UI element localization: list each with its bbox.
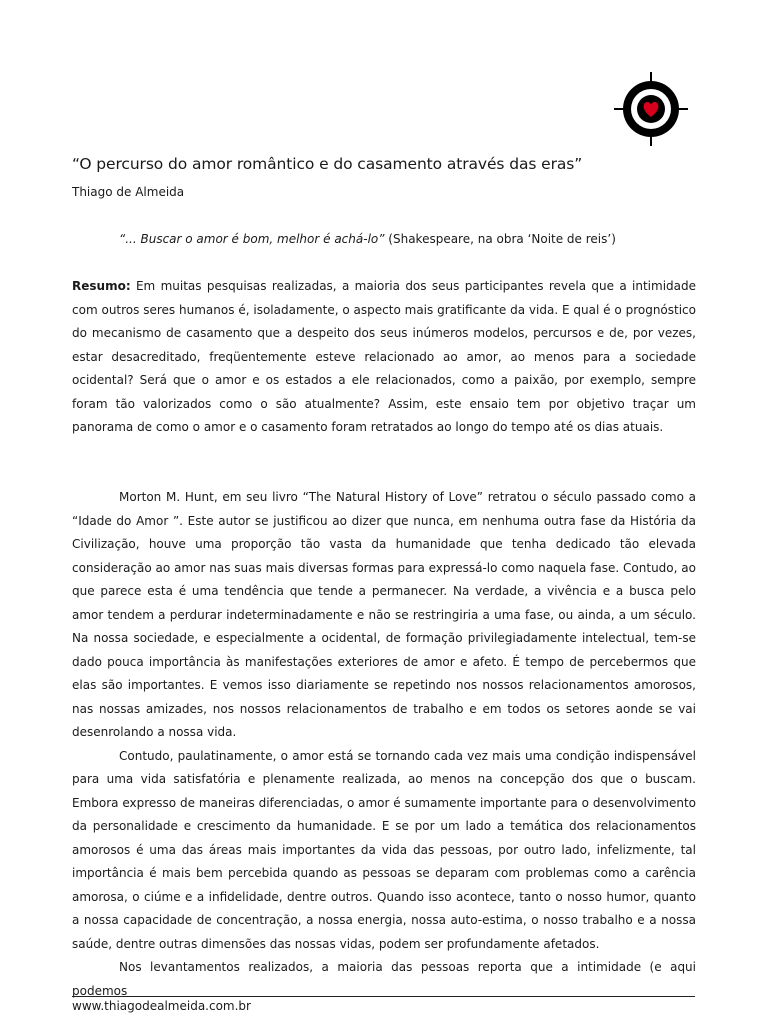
footer-url: www.thiagodealmeida.com.br — [72, 999, 251, 1013]
footer-divider — [72, 996, 695, 997]
body-paragraph-2: Contudo, paulatinamente, o amor está se tornando cada vez mais uma condição indispensável para uma vida satisfatória e plenamente realizada, ao menos na concepção dos que o buscam. Embora expresso de maneiras diferenciadas, o amor é sumamente importante para o desenvolvimento da personalidade e crescimento da humanidade. E se por um lado a temática dos relacionamentos amorosos é uma das áreas mais importantes da vida das pessoas, por outro lado, infelizmente, tal importância é mais bem percebida quando as pessoas se deparam com problemas como a carência amorosa, o ciúme e a infidelidade, dentre outros. Quando isso acontece, tanto o nosso humor, quanto a nossa capacidade de concentração, a nossa energia, nossa auto-estima, o nosso trabalho e a nossa saúde, dentre outras dimensões das nossas vidas, podem ser profundamente afetados. — [72, 748, 696, 951]
epigraph-source: (Shakespeare, na obra ‘Noite de reis’) — [384, 232, 616, 246]
epigraph-quote: “... Buscar o amor é bom, melhor é achá-lo” — [119, 232, 385, 246]
abstract-text: Em muitas pesquisas realizadas, a maioria dos seus participantes revela que a intimidade com outros seres humanos é, isoladamente, o aspecto mais gratificante da vida. E qual é o prognóstico do mecanismo de casamento que a despeito dos seus inúmeros modelos, percursos e de, por vezes, estar desacreditado, freqüentemente esteve relacionado ao amor, ao menos para a sociedade ocidental? Será que o amor e os estados a ele relacionados, como a paixão, por exemplo, sempre foram tão valorizados como o são atualmente? Assim, este ensaio tem por objetivo traçar um panorama de como o amor e o casamento foram retratados ao longo do tempo até os dias atuais. — [72, 279, 696, 434]
author-name: Thiago de Almeida — [72, 185, 185, 199]
target-heart-icon — [614, 72, 688, 146]
abstract — [72, 275, 696, 440]
epigraph — [119, 232, 616, 246]
body-text — [72, 486, 696, 1003]
body-paragraph-1: Morton M. Hunt, em seu livro “The Natural History of Love” retratou o século passado como a “Idade do Amor ”. Este autor se justificou ao dizer que nunca, em nenhuma outra fase da História da Civilização, houve uma proporção tão vasta da humanidade que tenha dedicado tão elevada consideração ao amor nas suas mais diversas formas para expressá-lo como naquela fase. Contudo, ao que parece esta é uma tendência que tende a permanecer. Na verdade, a vivência e a busca pelo amor tendem a perdurar indeterminadamente e não se restringiria a uma fase, ou ainda, a um século. Na nossa sociedade, e especialmente a ocidental, de formação privilegiadamente intelectual, tem-se dado pouca importância às manifestações exteriores de amor e afeto. É tempo de percebermos que elas são importantes. E vemos isso diariamente se repetindo nos nossos relacionamentos amorosos, nas nossas amizades, nos nossos relacionamentos de trabalho e em todos os setores aonde se vai desenrolando a nossa vida. — [72, 490, 696, 739]
body-paragraph-3: Nos levantamentos realizados, a maioria das pessoas reporta que a intimidade (e aqui podemos — [72, 960, 696, 998]
document-title: “O percurso do amor romântico e do casamento através das eras” — [72, 155, 583, 173]
abstract-label: Resumo: — [72, 279, 131, 293]
